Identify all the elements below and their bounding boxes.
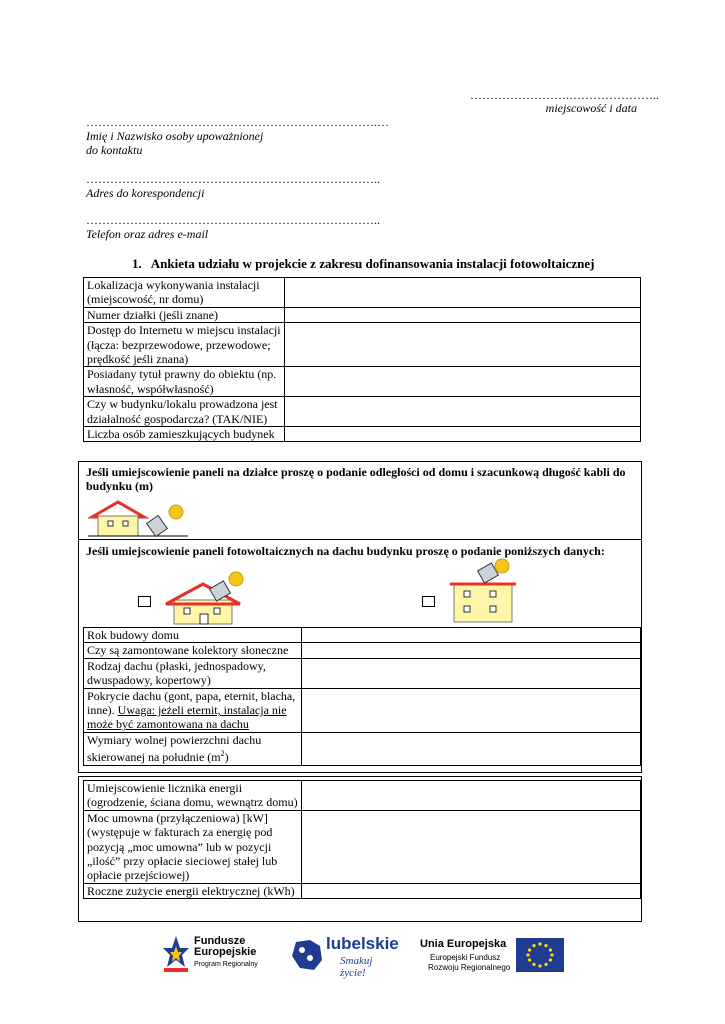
table-row — [84, 628, 641, 643]
place-date-label: miejscowość i data — [545, 101, 637, 115]
table-row — [84, 323, 641, 367]
table-row — [84, 810, 641, 883]
table-cell-label: Czy w budynku/lokalu prowadzona jest działalność gospodarcza? (TAK/NIE) — [84, 397, 285, 427]
table-row — [84, 688, 641, 732]
table-cell-label: Liczba osób zamieszkujących budynek — [84, 427, 285, 442]
table-cell-input[interactable] — [285, 367, 641, 397]
table-cell-input[interactable] — [302, 883, 641, 898]
table-cell-label — [84, 688, 302, 732]
table-row — [84, 367, 641, 397]
table-cell-input[interactable] — [302, 643, 641, 658]
fe-star-icon — [162, 934, 190, 974]
address-dots: ……………………………………………………………….. — [86, 172, 380, 186]
eu-flag-icon — [516, 938, 564, 972]
table-cell-label: Moc umowna (przyłączeniowa) [kW] (występuje w fakturach za energię pod pozycją „moc umowna” lub w pozycji „ilość” przy opłacie sieciowej stałej lub opłacie przejściowej) — [84, 810, 302, 883]
table-row — [84, 883, 641, 898]
eu-sub-2: Rozwoju Regionalnego — [428, 963, 511, 972]
table-cell-label: Czy są zamontowane kolektory słoneczne — [84, 643, 302, 658]
phone-dots: ……………………………………………………………….. — [86, 213, 380, 227]
name-label-1: Imię i Nazwisko osoby upoważnionej — [86, 129, 264, 143]
lubelskie-title: lubelskie — [326, 934, 399, 953]
table-row — [84, 427, 641, 442]
table-cell-input[interactable] — [285, 278, 641, 308]
flat-roof-checkbox[interactable] — [422, 596, 435, 607]
house-flat-roof-icon — [446, 558, 522, 624]
eu-logo — [420, 936, 570, 976]
section-title — [132, 256, 594, 272]
phone-label: Telefon oraz adres e-mail — [86, 227, 209, 241]
table-row — [84, 658, 641, 688]
table-row — [84, 643, 641, 658]
fe-logo — [162, 934, 272, 974]
table-cell-label — [84, 732, 302, 765]
table-cell-label: Rodzaj dachu (płaski, jednospadowy, dwuspadowy, kopertowy) — [84, 658, 302, 688]
table-cell-label: Dostęp do Internetu w miejscu instalacji (łącza: bezprzewodowe, przewodowe; prędkość jeśli znana) — [84, 323, 285, 367]
table-cell-input[interactable] — [285, 427, 641, 442]
table-cell-label: Numer działki (jeśli znane) — [84, 307, 285, 322]
fe-title-2: Europejskie — [194, 946, 257, 958]
table-cell-label: Roczne zużycie energii elektrycznej (kWh) — [84, 883, 302, 898]
roof-panels-text: Jeśli umiejscowienie paneli fotowoltaicznych na dachu budynku proszę o podanie poniższych danych: — [86, 544, 605, 558]
roof-area-label: Wymiary wolnej powierzchni dachu skierowanej na południe (m — [87, 732, 262, 765]
roof-area-sup: 2 — [220, 749, 225, 759]
table-cell-input[interactable] — [285, 307, 641, 322]
house-gable-roof-icon — [162, 570, 248, 626]
fe-sub: Program Regionalny — [194, 961, 258, 968]
fe-title-1: Fundusze — [194, 935, 246, 947]
survey-table-1 — [83, 277, 641, 442]
table-cell-label: Posiadany tytuł prawny do obiektu (np. własność, współwłasność) — [84, 367, 285, 397]
lubelskie-logo — [290, 934, 400, 979]
roof-details-table — [83, 627, 641, 766]
place-date-dots: …………………….………………….. — [470, 88, 659, 102]
table-row — [84, 732, 641, 765]
table-cell-input[interactable] — [285, 397, 641, 427]
ground-panels-text: Jeśli umiejscowienie paneli na działce proszę o podanie odległości od domu i szacunkową długość kabli do budynku (m) — [86, 465, 626, 494]
table-row — [84, 397, 641, 427]
table-cell-label: Umiejscowienie licznika energii (ogrodzenie, ściana domu, wewnątrz domu) — [84, 781, 302, 811]
table-row — [84, 781, 641, 811]
house-ground-panels-icon — [88, 500, 192, 538]
roof-covering-label: Pokrycie dachu (gont, papa, eternit, blacha, inne). — [87, 688, 296, 718]
table-cell-input[interactable] — [302, 810, 641, 883]
lubelskie-map-icon — [290, 938, 324, 972]
lubelskie-sub: Smakuj życie! — [340, 955, 373, 979]
table-cell-input[interactable] — [302, 658, 641, 688]
table-row — [84, 307, 641, 322]
table-row — [84, 278, 641, 308]
name-dots: ……………………………………………………………….… — [86, 115, 389, 129]
eu-sub-1: Europejski Fundusz — [430, 953, 501, 962]
section-number: 1. — [132, 256, 142, 271]
table-cell-label: Rok budowy domu — [84, 628, 302, 643]
address-label: Adres do korespondencji — [86, 186, 205, 200]
roof-area-close: ) — [224, 750, 229, 765]
eternit-warning: Uwaga: jeżeli eternit, instalacja nie może być zamontowana na dachu — [87, 703, 287, 732]
name-label-2: do kontaktu — [86, 143, 143, 157]
table-cell-input[interactable] — [302, 781, 641, 811]
table-cell-input[interactable] — [302, 688, 641, 732]
gable-roof-checkbox[interactable] — [138, 596, 151, 607]
energy-table — [83, 780, 641, 899]
table-cell-input[interactable] — [302, 732, 641, 765]
table-cell-input[interactable] — [285, 323, 641, 367]
divider — [78, 539, 642, 540]
eu-title: Unia Europejska — [420, 938, 507, 950]
table-cell-input[interactable] — [302, 628, 641, 643]
table-cell-label: Lokalizacja wykonywania instalacji (miejscowość, nr domu) — [84, 278, 285, 308]
section-title-text: Ankieta udziału w projekcie z zakresu dofinansowania instalacji fotowoltaicznej — [150, 256, 595, 271]
